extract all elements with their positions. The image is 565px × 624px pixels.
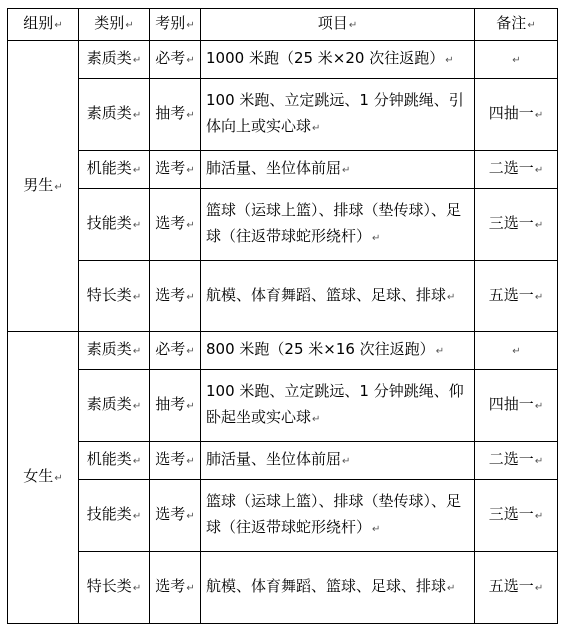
exam-cell: 抽考↵ <box>150 370 201 442</box>
exam-cell: 选考↵ <box>150 261 201 332</box>
category-cell: 技能类↵ <box>79 189 150 261</box>
exam-cell: 选考↵ <box>150 151 201 189</box>
table-row <box>8 552 558 624</box>
category-cell: 特长类↵ <box>79 552 150 624</box>
exam-cell: 必考↵ <box>150 41 201 79</box>
table-row <box>8 189 558 261</box>
note-cell: 三选一↵ <box>475 480 558 552</box>
header-category: 类别↵ <box>79 9 150 41</box>
item-cell: 航模、体育舞蹈、篮球、足球、排球↵ <box>201 552 475 624</box>
item-cell: 100 米跑、立定跳远、1 分钟跳绳、仰卧起坐或实心球↵ <box>201 370 475 442</box>
note-cell: 二选一↵ <box>475 151 558 189</box>
header-note: 备注↵ <box>475 9 558 41</box>
category-cell: 素质类↵ <box>79 79 150 151</box>
item-cell: 肺活量、坐位体前屈↵ <box>201 442 475 480</box>
item-cell: 800 米跑（25 米×16 次往返跑）↵ <box>201 332 475 370</box>
item-cell: 篮球（运球上篮）、排球（垫传球）、足球（往返带球蛇形绕杆）↵ <box>201 189 475 261</box>
table-row <box>8 151 558 189</box>
exam-cell: 抽考↵ <box>150 79 201 151</box>
note-cell: 三选一↵ <box>475 189 558 261</box>
table-row <box>8 79 558 151</box>
note-cell: 二选一↵ <box>475 442 558 480</box>
item-cell: 1000 米跑（25 米×20 次往返跑）↵ <box>201 41 475 79</box>
table-row <box>8 480 558 552</box>
category-cell: 特长类↵ <box>79 261 150 332</box>
note-cell: ↵ <box>475 41 558 79</box>
group-cell-male: 男生↵ <box>8 41 79 332</box>
note-cell: 五选一↵ <box>475 261 558 332</box>
note-cell: ↵ <box>475 332 558 370</box>
header-exam: 考别↵ <box>150 9 201 41</box>
category-cell: 机能类↵ <box>79 151 150 189</box>
exam-cell: 选考↵ <box>150 552 201 624</box>
category-cell: 素质类↵ <box>79 370 150 442</box>
item-cell: 肺活量、坐位体前屈↵ <box>201 151 475 189</box>
header-group: 组别↵ <box>8 9 79 41</box>
note-cell: 四抽一↵ <box>475 370 558 442</box>
exam-cell: 选考↵ <box>150 189 201 261</box>
table-row <box>8 41 558 79</box>
item-cell: 篮球（运球上篮）、排球（垫传球）、足球（往返带球蛇形绕杆）↵ <box>201 480 475 552</box>
exam-cell: 必考↵ <box>150 332 201 370</box>
item-cell: 航模、体育舞蹈、篮球、足球、排球↵ <box>201 261 475 332</box>
category-cell: 机能类↵ <box>79 442 150 480</box>
exam-cell: 选考↵ <box>150 442 201 480</box>
category-cell: 技能类↵ <box>79 480 150 552</box>
table-row <box>8 261 558 332</box>
header-row <box>8 9 558 41</box>
category-cell: 素质类↵ <box>79 41 150 79</box>
table-row <box>8 332 558 370</box>
table-row <box>8 442 558 480</box>
note-cell: 五选一↵ <box>475 552 558 624</box>
exam-cell: 选考↵ <box>150 480 201 552</box>
group-cell-female: 女生↵ <box>8 332 79 624</box>
note-cell: 四抽一↵ <box>475 79 558 151</box>
table-row <box>8 370 558 442</box>
sports-exam-table <box>7 8 558 624</box>
item-cell: 100 米跑、立定跳远、1 分钟跳绳、引体向上或实心球↵ <box>201 79 475 151</box>
header-item: 项目↵ <box>201 9 475 41</box>
category-cell: 素质类↵ <box>79 332 150 370</box>
